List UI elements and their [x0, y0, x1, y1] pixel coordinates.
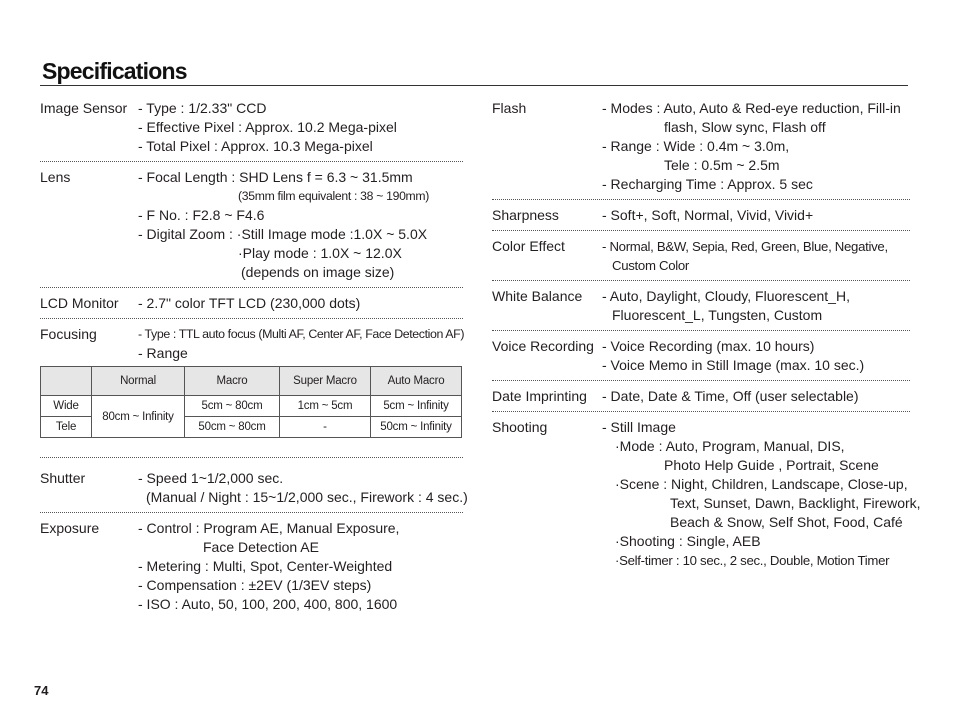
- spec-line: Beach & Snow, Self Shot, Food, Café: [670, 514, 903, 530]
- spec-line: Custom Color: [612, 258, 690, 273]
- page-number: 74: [34, 683, 49, 698]
- spec-label: White Balance: [492, 288, 583, 304]
- spec-line: ·Play mode : 1.0X ~ 12.0X: [238, 245, 402, 261]
- spec-line: - Voice Memo in Still Image (max. 10 sec.): [602, 357, 865, 373]
- spec-line: Photo Help Guide , Portrait, Scene: [664, 457, 879, 473]
- spec-line: ·Mode : Auto, Program, Manual, DIS,: [615, 438, 845, 454]
- spec-line: - Range : Wide : 0.4m ~ 3.0m,: [602, 138, 790, 154]
- table-cell: 5cm ~ 80cm: [185, 396, 280, 417]
- spec-label: Color Effect: [492, 238, 565, 254]
- spec-line: - Type : TTL auto focus (Multi AF, Center AF, Face Detection AF): [138, 327, 465, 341]
- spec-line: - Focal Length : SHD Lens f = 6.3 ~ 31.5mm: [138, 169, 413, 185]
- dotted-divider: [492, 411, 910, 412]
- dotted-divider: [40, 287, 463, 288]
- dotted-divider: [40, 457, 463, 458]
- spec-line: Fluorescent_L, Tungsten, Custom: [612, 307, 823, 323]
- table-cell: 5cm ~ Infinity: [371, 396, 462, 417]
- spec-line: Text, Sunset, Dawn, Backlight, Firework,: [670, 495, 921, 511]
- table-cell: 50cm ~ 80cm: [185, 417, 280, 438]
- left-column: [40, 99, 468, 614]
- spec-line: - Metering : Multi, Spot, Center-Weighted: [138, 558, 393, 574]
- table-cell: -: [280, 417, 371, 438]
- spec-sharpness: [492, 206, 910, 225]
- spec-line: - Date, Date & Time, Off (user selectable): [602, 388, 859, 404]
- table-header: Normal: [92, 367, 185, 396]
- spec-image-sensor: [40, 99, 463, 156]
- dotted-divider: [40, 161, 463, 162]
- spec-line: - Auto, Daylight, Cloudy, Fluorescent_H,: [602, 288, 850, 304]
- table-header: Super Macro: [280, 367, 371, 396]
- table-cell: 50cm ~ Infinity: [371, 417, 462, 438]
- spec-line: - Still Image: [602, 419, 676, 435]
- spec-label: Flash: [492, 100, 527, 116]
- spec-label: LCD Monitor: [40, 295, 119, 311]
- table-row: [41, 396, 462, 417]
- spec-line: (Manual / Night : 15~1/2,000 sec., Firework : 4 sec.): [146, 489, 468, 505]
- spec-shooting: [492, 418, 921, 570]
- page-title: Specifications: [42, 58, 187, 84]
- dotted-divider: [492, 230, 910, 231]
- spec-line: - Compensation : ±2EV (1/3EV steps): [138, 577, 372, 593]
- spec-line: - F No. : F2.8 ~ F4.6: [138, 207, 265, 223]
- spec-label: Voice Recording: [492, 338, 594, 354]
- spec-line: - Normal, B&W, Sepia, Red, Green, Blue, Negative,: [602, 239, 888, 254]
- spec-line: ·Scene : Night, Children, Landscape, Close-up,: [615, 476, 908, 492]
- table-cell: 1cm ~ 5cm: [280, 396, 371, 417]
- spec-label: Shooting: [492, 419, 548, 435]
- spec-line: - Total Pixel : Approx. 10.3 Mega-pixel: [138, 138, 373, 154]
- table-header: Auto Macro: [371, 367, 462, 396]
- spec-label: Shutter: [40, 470, 86, 486]
- spec-line: - Control : Program AE, Manual Exposure,: [138, 520, 400, 536]
- spec-line: - Voice Recording (max. 10 hours): [602, 338, 815, 354]
- spec-date-imprinting: [492, 387, 910, 406]
- spec-line: - Range: [138, 345, 188, 361]
- table-header: Macro: [185, 367, 280, 396]
- spec-line: - Modes : Auto, Auto & Red-eye reduction, Fill-in: [602, 100, 901, 116]
- spec-voice-recording: [492, 337, 910, 375]
- table-row-label: Tele: [41, 417, 92, 438]
- spec-line: ·Shooting : Single, AEB: [615, 533, 761, 549]
- focus-range-table: [40, 366, 462, 438]
- dotted-divider: [40, 512, 463, 513]
- spec-label: Image Sensor: [40, 100, 128, 116]
- dotted-divider: [492, 330, 910, 331]
- table-cell: 80cm ~ Infinity: [92, 396, 185, 438]
- dotted-divider: [492, 280, 910, 281]
- spec-exposure: [40, 519, 463, 614]
- table-corner-cell: [41, 367, 92, 396]
- spec-lcd-monitor: [40, 294, 463, 313]
- dotted-divider: [492, 380, 910, 381]
- dotted-divider: [40, 318, 463, 319]
- spec-shutter: [40, 469, 468, 507]
- spec-line: - 2.7" color TFT LCD (230,000 dots): [138, 295, 361, 311]
- spec-line: ·Self-timer : 10 sec., 2 sec., Double, Motion Timer: [615, 553, 890, 568]
- spec-label: Focusing: [40, 326, 97, 342]
- table-row-label: Wide: [41, 396, 92, 417]
- spec-focusing: [40, 325, 463, 438]
- spec-line: - Digital Zoom : ·Still Image mode :1.0X ~ 5.0X: [138, 226, 428, 242]
- spec-label: Date Imprinting: [492, 388, 587, 404]
- spec-flash: [492, 99, 910, 194]
- spec-label: Lens: [40, 169, 71, 185]
- dotted-divider: [492, 199, 910, 200]
- spec-line: - Effective Pixel : Approx. 10.2 Mega-pixel: [138, 119, 397, 135]
- right-column: [492, 99, 921, 570]
- spec-line: - Soft+, Soft, Normal, Vivid, Vivid+: [602, 207, 814, 223]
- spec-lens: [40, 168, 463, 282]
- spec-line: Face Detection AE: [203, 539, 319, 555]
- spec-line: flash, Slow sync, Flash off: [664, 119, 826, 135]
- spec-line: - ISO : Auto, 50, 100, 200, 400, 800, 1600: [138, 596, 398, 612]
- spec-label: Sharpness: [492, 207, 559, 223]
- spec-label: Exposure: [40, 520, 100, 536]
- spec-line: - Speed 1~1/2,000 sec.: [138, 470, 284, 486]
- spec-line: (35mm film equivalent : 38 ~ 190mm): [238, 189, 430, 203]
- title-rule: [40, 85, 908, 86]
- spec-line: - Recharging Time : Approx. 5 sec: [602, 176, 813, 192]
- spec-line: Tele : 0.5m ~ 2.5m: [664, 157, 780, 173]
- table-header-row: [41, 367, 462, 396]
- spec-white-balance: [492, 287, 910, 325]
- spec-line: (depends on image size): [241, 264, 395, 280]
- spec-color-effect: [492, 237, 910, 275]
- spec-line: - Type : 1/2.33" CCD: [138, 100, 267, 116]
